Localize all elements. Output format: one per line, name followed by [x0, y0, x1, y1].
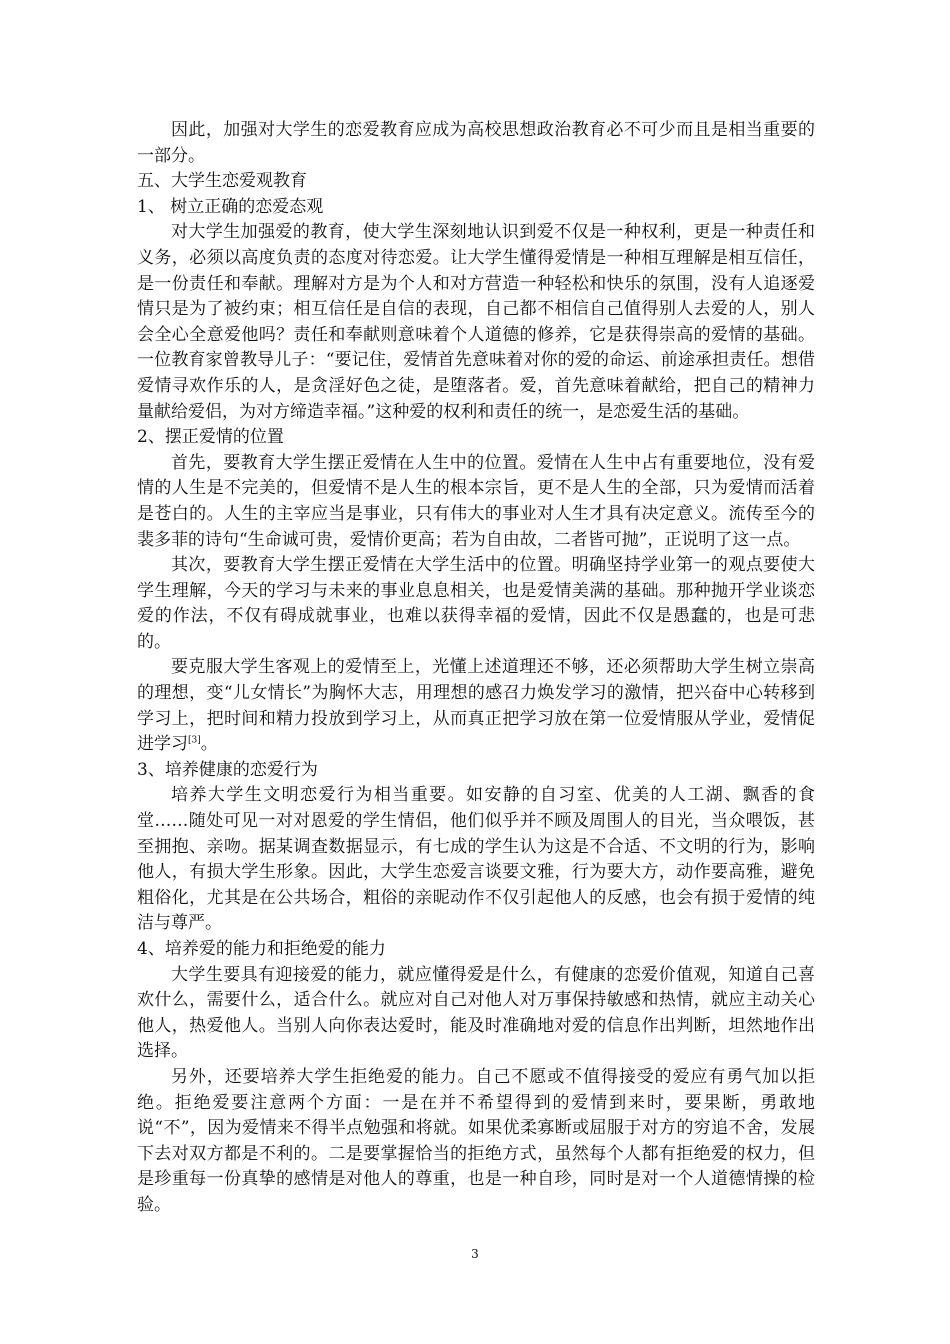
subheading-1: 1、 树立正确的恋爱态观 — [137, 196, 324, 217]
paragraph-2-3-text: 要克服大学生客观上的爱情至上，光懂上述道理还不够，还必须帮助大学生树立崇高的理想，变“儿女情长”为胸怀大志，用理想的感召力焕发学习的激情，把兴奋中心转移到学习上，把时间和精力投放到学习上，从而真正把学习放在第一位爱情服从学业，爱情促进学习 — [137, 657, 815, 755]
subheading-2: 2、摆正爱情的位置 — [137, 427, 284, 448]
page-number: 3 — [471, 1247, 479, 1261]
subheading-4: 4、培养爱的能力和拒绝爱的能力 — [137, 939, 386, 959]
paragraph-1-1: 对大学生加强爱的教育，使大学生深刻地认识到爱不仅是一种权利，更是一种责任和义务，必须以高度负责的态度对待恋爱。让大学生懂得爱情是一种相互理解是相互信任，是一份责任和奉献。理解对方是为个人和对方营造一种轻松和快乐的氛围，没有人追逐爱情只是为了被约束；相互信任是自信的表现，自己都不相信自己值得别人去爱的人，别人会全心全意爱他吗？责任和奉献则意味着个人道德的修养，它是获得崇高的爱情的基础。一位教育家曾教导儿子：“要记住，爱情首先意味着对你的爱的命运、前途承担责任。想借爱情寻欢作乐的人，是贪淫好色之徒，是堕落者。爱，首先意味着献给，把自己的精神力量献给爱侣，为对方缔造幸福。”这种爱的权利和责任的统一，是恋爱生活的基础。 — [137, 222, 815, 422]
paragraph-4-1: 大学生要具有迎接爱的能力，就应懂得爱是什么，有健康的恋爱价值观，知道自己喜欢什么，需要什么，适合什么。就应对自己对他人对万事保持敏感和热情，就应主动关心他人，热爱他人。当别人向你表达爱时，能及时准确地对爱的信息作出判断，坦然地作出选择。 — [137, 964, 815, 1062]
paragraph-4-2: 另外，还要培养大学生拒绝爱的能力。自己不愿或不值得接受的爱应有勇气加以拒绝。拒绝爱要注意两个方面：一是在并不希望得到的爱情到来时，要果断，勇敢地说“不”，因为爱情来不得半点勉强和将就。如果优柔寡断或屈服于对方的穷追不舍，发展下去对双方都是不利的。二是要掌握恰当的拒绝方式，虽然每个人都有拒绝爱的权力，但是珍重每一份真挚的感情是对他人的尊重，也是一种自珍，同时是对一个人道德情操的检验。 — [137, 1066, 815, 1215]
paragraph-2-2: 其次，要教育大学生摆正爱情在大学生活中的位置。明确坚持学业第一的观点要使大学生理解，今天的学习与未来的事业息息相关，也是爱情美满的基础。那种抛开学业谈恋爱的作法，不仅有碍成就事业，也难以获得幸福的爱情，因此不仅是愚蠢的，也是可悲的。 — [137, 555, 815, 652]
paragraph-2-1: 首先，要教育大学生摆正爱情在人生中的位置。爱情在人生中占有重要地位，没有爱情的人生是不完美的，但爱情不是人生的根本宗旨，更不是人生的全部，只为爱情而活着是苍白的。人生的主宰应当是事业，只有伟大的事业对人生才具有决定意义。流传至今的裴多菲的诗句“生命诚可贵，爱情价更高；若为自由故，二者皆可抛”，正说明了这一点。 — [137, 452, 815, 550]
paragraph-3-1: 培养大学生文明恋爱行为相当重要。如安静的自习室、优美的人工湖、飘香的食堂……随处可见一对对恩爱的学生情侣，他们似乎并不顾及周围人的目光，当众喂饭，甚至拥抱、亲吻。据某调查数据显示，有七成的学生认为这是不合适、不文明的行为，影响他人，有损大学生形象。因此，大学生恋爱言谈要文雅，行为要大方，动作要高雅，避免粗俗化，尤其是在公共场合，粗俗的亲昵动作不仅引起他人的反感，也会有损于爱情的纯洁与尊严。 — [137, 785, 815, 934]
subheading-3: 3、培养健康的恋爱行为 — [137, 759, 318, 780]
paragraph-2-3 — [137, 655, 815, 757]
paragraph-intro: 因此，加强对大学生的恋爱教育应成为高校思想政治教育必不可少而且是相当重要的一部分。 — [137, 120, 815, 166]
citation-ref: [3] — [188, 735, 201, 746]
document-body — [137, 118, 815, 1219]
paragraph-2-3-end: 。 — [200, 734, 218, 755]
section-heading-5: 五、大学生恋爱观教育 — [137, 171, 307, 192]
